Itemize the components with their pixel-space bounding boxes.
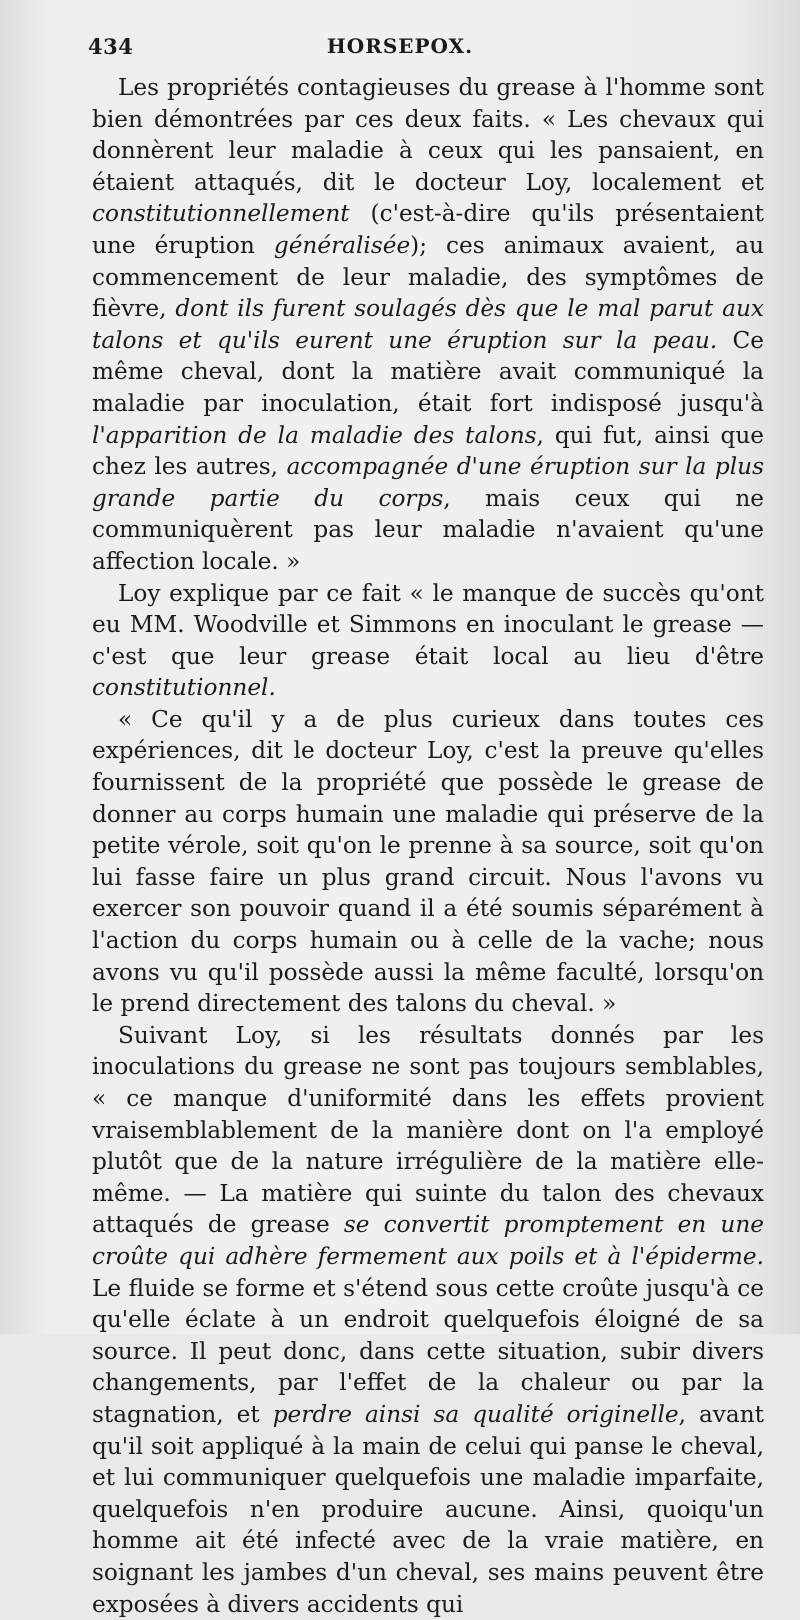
paragraph <box>92 578 764 704</box>
text-run: Les propriétés contagieuses du grease à l'homme sont bien démontrées par ces deux faits. « Les chevaux qui donnèrent leur maladie à ceux qui les pansaient, en étaient attaqués, dit le docteur Loy, localement et <box>92 74 764 196</box>
text-run: Loy explique par ce fait « le manque de succès qu'ont eu MM. Woodville et Simmons en inoculant le grease — c'est que leur grease était local au lieu d'être <box>92 579 764 670</box>
body-text <box>92 72 764 1620</box>
paragraph <box>92 72 764 578</box>
italic-run: perdre ainsi sa qualité originelle <box>272 1400 679 1428</box>
text-run: , avant qu'il soit appliqué à la main de celui qui panse le cheval, et lui communiquer quelquefois une maladie imparfaite, quelquefois n'en produire aucune. Ainsi, quoiqu'un homme ait été infecté avec de la vraie matière, en soignant les jambes d'un cheval, ses mains peuvent être exposées à divers accidents qui <box>92 1400 764 1618</box>
text-run: Le fluide se forme et s'étend sous cette croûte jusqu'à ce qu'elle éclate à un endroit quelquefois éloigné de sa source. Il peut donc, dans cette situation, subir divers changements, par l'effet de la chaleur ou par la stagnation, et <box>92 1274 764 1428</box>
italic-run: dont ils furent soulagés dès que le mal parut aux talons et qu'ils eurent une éruption sur la peau. <box>92 295 764 354</box>
text-run: « Ce qu'il y a de plus curieux dans toutes ces expériences, dit le docteur Loy, c'est la preuve qu'elles fournissent de la propriété que possède le grease de donner au corps humain une maladie qui préserve de la petite vérole, soit qu'on le prenne à sa source, soit qu'on lui fasse faire un plus grand circuit. Nous l'avons vu exercer son pouvoir quand il a été soumis séparément à l'action du corps humain ou à celle de la vache; nous avons vu qu'il possède aussi la même faculté, lorsqu'on le prend directement des talons du cheval. » <box>92 705 764 1018</box>
italic-run: constitutionnel. <box>92 674 276 702</box>
italic-run: l'apparition de la maladie des talons <box>92 421 537 449</box>
paragraph <box>92 1020 764 1620</box>
running-title: HORSEPOX. <box>326 34 474 58</box>
text-run: , mais ceux qui ne communiquèrent pas leur maladie n'avaient qu'une affection locale. » <box>92 484 764 575</box>
paragraph <box>92 704 764 1020</box>
text-run: , qui fut, ainsi que chez les autres, <box>92 421 764 481</box>
text-run: (c'est-à-dire qu'ils présentaient une éruption <box>92 200 764 259</box>
italic-run: se convertit promptement en une croûte qui adhère fermement aux poils et à l'épiderme. <box>92 1211 764 1270</box>
text-run: Suivant Loy, si les résultats donnés par les inoculations du grease ne sont pas toujours semblables, « ce manque d'uniformité dans les effets provient vraisemblablement de la manière dont on l'a employé plutôt que de la nature irrégulière de la matière elle-même. — La matière qui suinte du talon des chevaux attaqués de grease <box>92 1021 764 1239</box>
italic-run: constitutionnellement <box>92 200 350 228</box>
page-number: 434 <box>88 34 134 59</box>
page-header <box>0 30 800 70</box>
italic-run: accompagnée d'une éruption sur la plus grande partie du corps <box>92 453 764 512</box>
text-run: ); ces animaux avaient, au commencement de leur maladie, des symptômes de fièvre, <box>92 231 764 323</box>
text-run: Ce même cheval, dont la matière avait communiqué la maladie par inoculation, était fort indisposé jusqu'à <box>92 326 765 417</box>
italic-run: généralisée <box>273 231 411 259</box>
